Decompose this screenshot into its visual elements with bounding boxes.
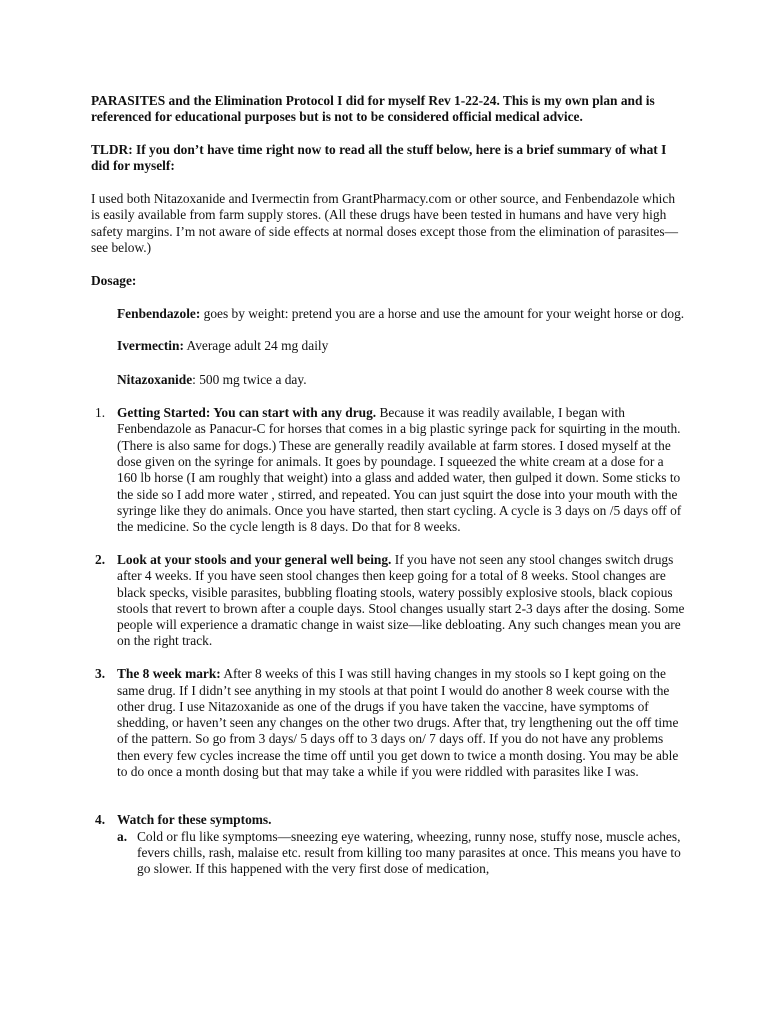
list-item-heading: Look at your stools and your general well being. [117,551,392,567]
tldr-heading: TLDR: If you don’t have time right now to read all the stuff below, here is a brief summary of what I did for myself: [91,142,667,174]
dose-nitazoxanide-text: : 500 mg twice a day. [192,371,307,387]
dose-nitazoxanide-label: Nitazoxanide [117,371,193,387]
list-item-number: 3. [95,666,106,682]
list-item-text: Because it was readily available, I began with Fenbendazole as Panacur-C for horses that comes in a big plastic syringe pack for squirting in the mouth. (There is also same for dogs.) These are generally readily available at farm stores. I dosed myself at the dose given on the syringe for animals. It goes by poundage. I squeezed the white cream at a dose for a 160 lb horse (I am roughly that weight) into a glass and added water, then gulped it down. Some sticks to the side so I add more water , stirred, and repeated. You can just squirt the dose into your mouth with the syringe like they do animals. Once you have started, then start cycling. A cycle is 3 days on /5 days off of the medicine. So the cycle length is 8 days. Do that for 8 weeks. [117,405,682,535]
list-item-heading: Watch for these symptoms. [117,812,272,828]
list-item-text: After 8 weeks of this I was still having changes in my stools so I kept going on the same drug. If I didn’t see anything in my stools at that point I would do another 8 week course with the other drug. I use Nitazoxanide as one of the drugs if you have taken the vaccine, have symptoms of shedding, or haven’t seen any changes on the other two drugs. After that, try lengthening out the off time of the pattern. So go from 3 days/ 5 days off to 3 days on/ 7 days off. If you do not have any problems then every few cycles increase the time off until you get down to twice a month dosing. You may be able to do once a month dosing but that may take a while if you were riddled with parasites like I was. [117,666,679,779]
intro-paragraph: I used both Nitazoxanide and Ivermectin from GrantPharmacy.com or other source, and Fenbendazole which is easily available from farm supply stores. (All these drugs have been tested in humans and have very high safety margins. I’m not aware of side effects at normal doses except those from the elimination of parasites—see below.) [91,191,679,256]
dose-fenbendazole-text: goes by weight: pretend you are a horse and use the amount for your weight horse or dog. [200,305,685,321]
list-item-number: 1. [95,405,106,421]
list-item-text: If you have not seen any stool changes switch drugs after 4 weeks. If you have seen stool changes then keep going for a total of 8 weeks. Stool changes are black specks, visible parasites, bubbling floating stools, watery possibly explosive stools, black copious stools that revert to brown after a couple days. Stool changes usually start 2-3 days after the dosing. Some people will experience a dramatic change in waist size—like debloating. Any such changes mean you are on the right track. [117,551,685,649]
list-item-heading: The 8 week mark: [117,666,221,682]
sub-list-item [91,829,687,878]
document-title: PARASITES and the Elimination Protocol I did for myself Rev 1-22-24. This is my own plan and is referenced for educational purposes but is not to be considered official medical advice. [91,93,655,125]
sub-list-item-text: Cold or flu like symptoms—sneezing eye watering, wheezing, runny nose, stuffy nose, muscle aches, fevers chills, rash, malaise etc. result from killing too many parasites at once. This means you have to go slower. If this happened with the very first dose of medication, [137,828,681,877]
dose-fenbendazole-label: Fenbendazole: [117,305,201,321]
list-item-number: 4. [95,812,106,828]
dose-ivermectin-text: Average adult 24 mg daily [183,338,329,354]
list-item-number: 2. [95,551,106,567]
dose-ivermectin-label: Ivermectin: [117,338,184,354]
sub-list-item-letter: a. [117,828,128,844]
list-item [91,552,687,650]
document-page [91,93,687,877]
dose-nitazoxanide [91,372,687,388]
steps-list [91,405,687,877]
dosage-heading: Dosage: [91,272,137,288]
list-item [91,405,687,535]
dose-ivermectin [91,338,687,354]
list-item [91,812,687,828]
dose-fenbendazole [91,306,687,322]
list-item [91,666,687,780]
list-item-heading: Getting Started: You can start with any drug. [117,405,377,421]
